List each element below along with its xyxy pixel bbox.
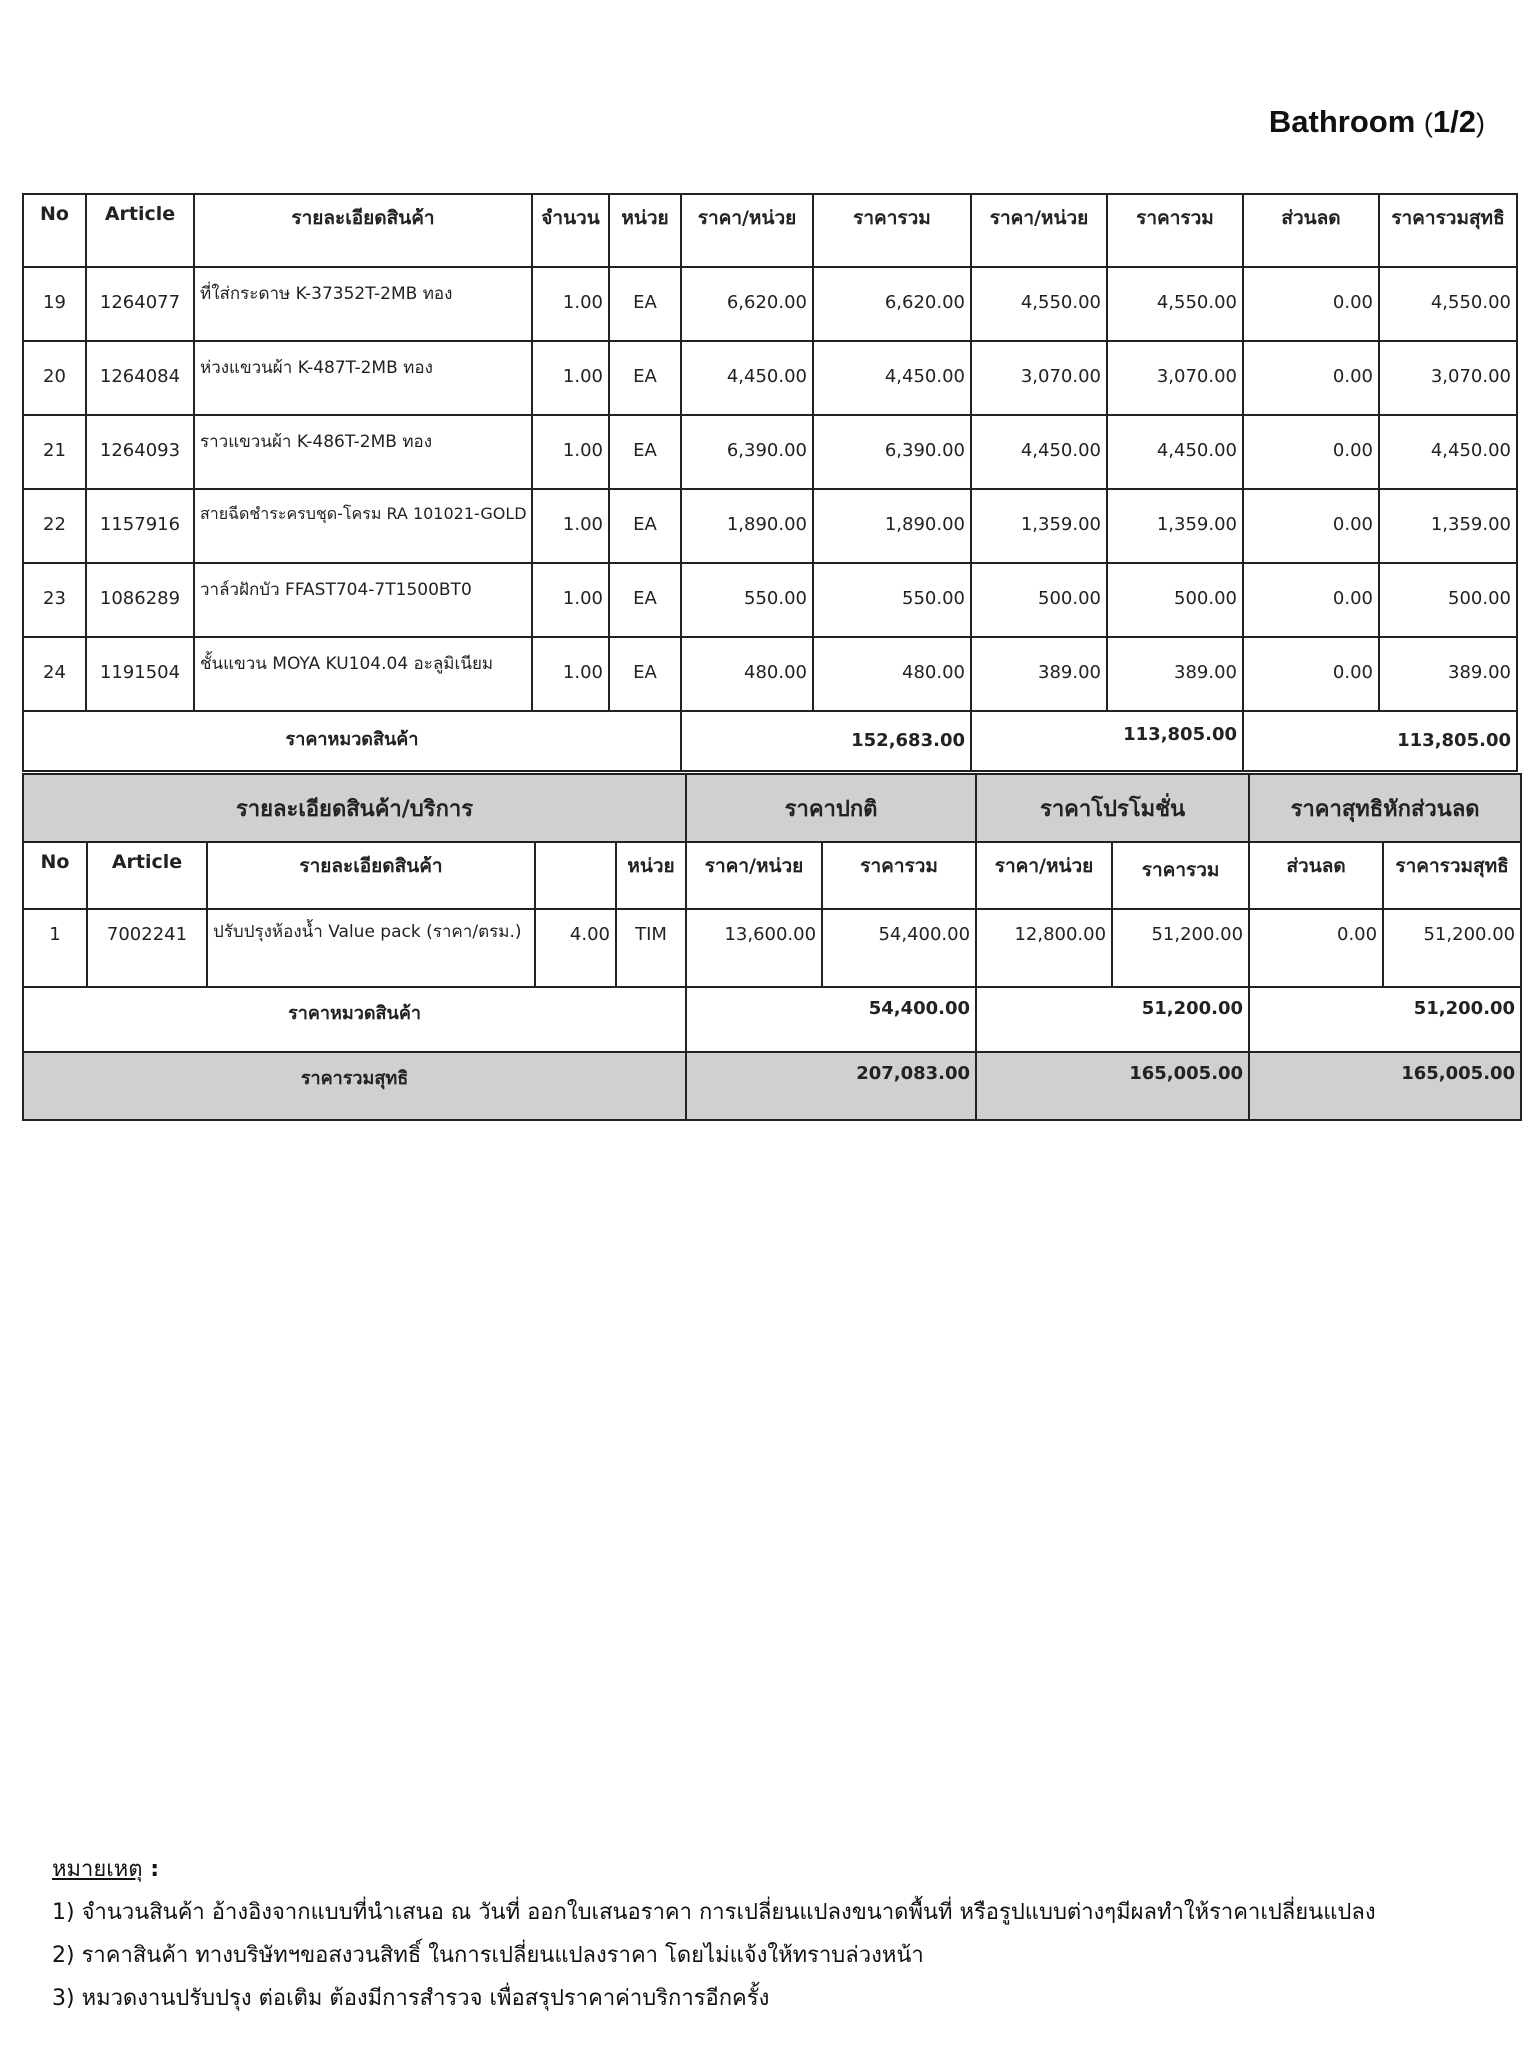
cell-unit-price: 4,450.00: [681, 341, 813, 415]
col-header: ราคา/หน่วย: [976, 842, 1112, 909]
table-row: [23, 637, 1517, 711]
service-table: [22, 773, 1522, 1121]
cell-promo-unit: 4,450.00: [971, 415, 1107, 489]
cell-unit: TIM: [616, 909, 686, 987]
subtotal-regular: 54,400.00: [686, 987, 976, 1052]
subtotal-label: ราคาหมวดสินค้า: [23, 711, 681, 771]
notes-heading-line: [52, 1848, 1376, 1891]
col-header: ราคารวม: [822, 842, 976, 909]
col-header: ราคารวมสุทธิ: [1383, 842, 1521, 909]
cell-discount: 0.00: [1243, 637, 1379, 711]
subtotal-row: [23, 987, 1521, 1052]
grand-total-row: [23, 1052, 1521, 1120]
cell-promo-unit: 3,070.00: [971, 341, 1107, 415]
col-header: ราคา/หน่วย: [686, 842, 822, 909]
section-header: ราคาสุทธิหักส่วนลด: [1249, 774, 1521, 842]
cell-total: 6,620.00: [813, 267, 971, 341]
col-header: หน่วย: [609, 194, 681, 267]
cell-total: 4,450.00: [813, 341, 971, 415]
section-header: ราคาโปรโมชั่น: [976, 774, 1249, 842]
cell-no: 24: [23, 637, 86, 711]
cell-promo-total: 1,359.00: [1107, 489, 1243, 563]
cell-article: 1086289: [86, 563, 194, 637]
grand-total-net: 165,005.00: [1249, 1052, 1521, 1120]
cell-no: 19: [23, 267, 86, 341]
col-header: ส่วนลด: [1243, 194, 1379, 267]
table-row: [23, 489, 1517, 563]
cell-promo-unit: 4,550.00: [971, 267, 1107, 341]
table-row: [23, 415, 1517, 489]
cell-total: 550.00: [813, 563, 971, 637]
cell-unit-price: 6,390.00: [681, 415, 813, 489]
cell-net: 3,070.00: [1379, 341, 1517, 415]
col-header: ราคา/หน่วย: [971, 194, 1107, 267]
col-header: ราคารวม: [1112, 842, 1249, 909]
cell-promo-total: 3,070.00: [1107, 341, 1243, 415]
col-header: Article: [87, 842, 207, 909]
col-header: No: [23, 194, 86, 267]
cell-article: 7002241: [87, 909, 207, 987]
section-header: รายละเอียดสินค้า/บริการ: [23, 774, 686, 842]
cell-promo-total: 4,450.00: [1107, 415, 1243, 489]
page-title-text: Bathroom: [1268, 104, 1416, 139]
cell-unit: EA: [609, 489, 681, 563]
cell-qty: 1.00: [532, 415, 609, 489]
table-row: [23, 563, 1517, 637]
col-header: ราคารวม: [813, 194, 971, 267]
cell-unit-price: 13,600.00: [686, 909, 822, 987]
section-header: ราคาปกติ: [686, 774, 976, 842]
table-row: [23, 909, 1521, 987]
subtotal-promo: 113,805.00: [971, 711, 1243, 771]
cell-discount: 0.00: [1243, 267, 1379, 341]
cell-discount: 0.00: [1243, 563, 1379, 637]
cell-no: 20: [23, 341, 86, 415]
page-open-paren: (: [1423, 108, 1433, 138]
cell-net: 1,359.00: [1379, 489, 1517, 563]
cell-net: 389.00: [1379, 637, 1517, 711]
col-header: รายละเอียดสินค้า: [207, 842, 535, 909]
cell-article: 1264093: [86, 415, 194, 489]
subtotal-net: 113,805.00: [1243, 711, 1517, 771]
cell-unit-price: 480.00: [681, 637, 813, 711]
cell-no: 23: [23, 563, 86, 637]
cell-desc: ราวแขวนผ้า K-486T-2MB ทอง: [194, 415, 532, 489]
cell-promo-unit: 500.00: [971, 563, 1107, 637]
col-header: ราคารวมสุทธิ: [1379, 194, 1517, 267]
cell-desc: ชั้นแขวน MOYA KU104.04 อะลูมิเนียม: [194, 637, 532, 711]
cell-net: 500.00: [1379, 563, 1517, 637]
cell-total: 1,890.00: [813, 489, 971, 563]
cell-qty: 1.00: [532, 563, 609, 637]
col-header: หน่วย: [616, 842, 686, 909]
col-header: Article: [86, 194, 194, 267]
grand-total-regular: 207,083.00: [686, 1052, 976, 1120]
grand-total-label: ราคารวมสุทธิ: [23, 1052, 686, 1120]
cell-qty: 1.00: [532, 267, 609, 341]
cell-article: 1264084: [86, 341, 194, 415]
cell-qty: 1.00: [532, 637, 609, 711]
subtotal-regular: 152,683.00: [681, 711, 971, 771]
notes-heading: หมายเหตุ: [52, 1857, 143, 1882]
cell-unit-price: 6,620.00: [681, 267, 813, 341]
subtotal-net: 51,200.00: [1249, 987, 1521, 1052]
note-item: 3) หมวดงานปรับปรุง ต่อเติม ต้องมีการสำรวจ เพื่อสรุปราคาค่าบริการอีกครั้ง: [52, 1986, 770, 2011]
cell-total: 480.00: [813, 637, 971, 711]
cell-net: 4,450.00: [1379, 415, 1517, 489]
cell-no: 22: [23, 489, 86, 563]
cell-no: 1: [23, 909, 87, 987]
cell-promo-unit: 389.00: [971, 637, 1107, 711]
cell-discount: 0.00: [1243, 415, 1379, 489]
cell-total: 54,400.00: [822, 909, 976, 987]
notes-heading-colon: :: [142, 1857, 160, 1882]
cell-promo-total: 389.00: [1107, 637, 1243, 711]
cell-unit: EA: [609, 415, 681, 489]
cell-promo-total: 4,550.00: [1107, 267, 1243, 341]
cell-desc: สายฉีดชำระครบชุด-โครม RA 101021-GOLD: [194, 489, 532, 563]
cell-article: 1191504: [86, 637, 194, 711]
cell-unit-price: 550.00: [681, 563, 813, 637]
col-header: จำนวน: [532, 194, 609, 267]
cell-promo-total: 51,200.00: [1112, 909, 1249, 987]
cell-unit: EA: [609, 637, 681, 711]
col-header: ราคารวม: [1107, 194, 1243, 267]
cell-promo-unit: 1,359.00: [971, 489, 1107, 563]
page-title: [1269, 104, 1485, 140]
col-header: ราคา/หน่วย: [681, 194, 813, 267]
cell-qty: 1.00: [532, 489, 609, 563]
col-header: No: [23, 842, 87, 909]
note-item: 2) ราคาสินค้า ทางบริษัทฯขอสงวนสิทธิ์ ในการเปลี่ยนแปลงราคา โดยไม่แจ้งให้ทราบล่วงหน้า: [52, 1943, 924, 1968]
col-header: รายละเอียดสินค้า: [194, 194, 532, 267]
grand-total-promo: 165,005.00: [976, 1052, 1249, 1120]
cell-article: 1264077: [86, 267, 194, 341]
cell-unit: EA: [609, 341, 681, 415]
cell-unit: EA: [609, 267, 681, 341]
cell-discount: 0.00: [1243, 489, 1379, 563]
col-header: ส่วนลด: [1249, 842, 1383, 909]
cell-promo-unit: 12,800.00: [976, 909, 1112, 987]
cell-desc: ที่ใส่กระดาษ K-37352T-2MB ทอง: [194, 267, 532, 341]
table-header-row: [23, 842, 1521, 909]
cell-discount: 0.00: [1243, 341, 1379, 415]
page-indicator: 1/2: [1432, 104, 1476, 139]
section-header-row: [23, 774, 1521, 842]
subtotal-label: ราคาหมวดสินค้า: [23, 987, 686, 1052]
cell-qty: 4.00: [535, 909, 616, 987]
cell-discount: 0.00: [1249, 909, 1383, 987]
cell-no: 21: [23, 415, 86, 489]
cell-unit: EA: [609, 563, 681, 637]
notes-section: [52, 1848, 1376, 2020]
note-item: 1) จำนวนสินค้า อ้างอิงจากแบบที่นำเสนอ ณ วันที่ ออกใบเสนอราคา การเปลี่ยนแปลงขนาดพื้นที่ หรือรูปแบบต่างๆมีผลทำให้ราคาเปลี่ยนแปลง: [52, 1900, 1376, 1925]
cell-unit-price: 1,890.00: [681, 489, 813, 563]
subtotal-promo: 51,200.00: [976, 987, 1249, 1052]
product-table: [22, 193, 1518, 772]
cell-qty: 1.00: [532, 341, 609, 415]
cell-desc: ห่วงแขวนผ้า K-487T-2MB ทอง: [194, 341, 532, 415]
cell-desc: วาล์วฝักบัว FFAST704-7T1500BT0: [194, 563, 532, 637]
cell-article: 1157916: [86, 489, 194, 563]
table-row: [23, 267, 1517, 341]
table-row: [23, 341, 1517, 415]
cell-net: 4,550.00: [1379, 267, 1517, 341]
cell-total: 6,390.00: [813, 415, 971, 489]
cell-promo-total: 500.00: [1107, 563, 1243, 637]
subtotal-row: [23, 711, 1517, 771]
table-header-row: [23, 194, 1517, 267]
col-header: [535, 842, 616, 909]
cell-desc: ปรับปรุงห้องน้ำ Value pack (ราคา/ตรม.): [207, 909, 535, 987]
page-close-paren: ): [1476, 108, 1485, 138]
cell-net: 51,200.00: [1383, 909, 1521, 987]
